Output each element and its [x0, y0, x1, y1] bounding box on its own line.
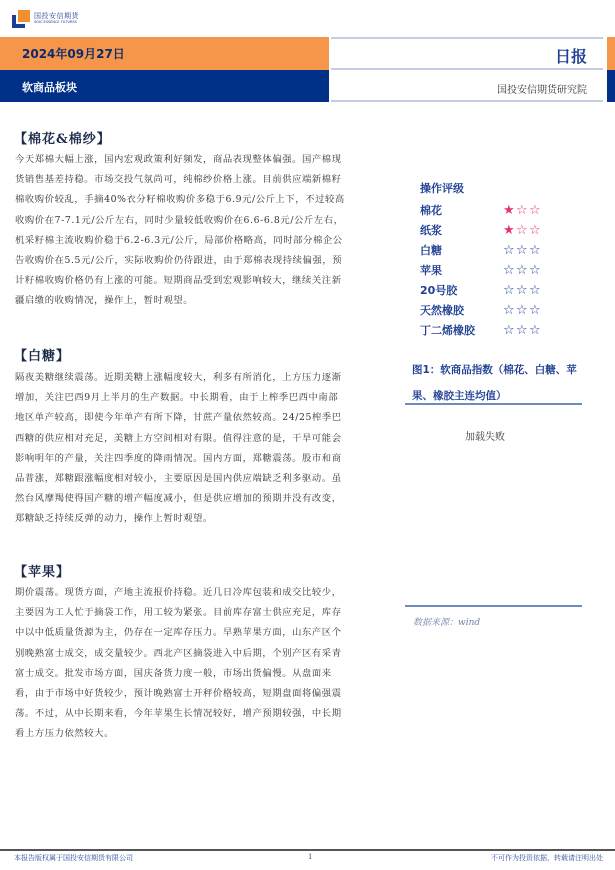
logo-name-en: SDIC ESSENCE FUTURES — [34, 20, 77, 25]
figure-load-failed: 加载失败 — [465, 432, 505, 443]
text-line: 疆启缴的收购情况，操作上，暂时观望。 — [15, 295, 194, 307]
star-rating-icon: ☆☆☆ — [503, 322, 541, 338]
report-date: 2024年09月27日 — [22, 47, 125, 61]
rating-commodity: 白糖 — [420, 244, 442, 257]
rating-commodity: 棉花 — [420, 204, 442, 217]
text-line: 然台风摩羯使得国产糖的增产幅度减小，但是供应增加的预期并没有改变， — [15, 493, 342, 505]
text-line: 西糖的供应相对充足，美糖上方空间相对有限。值得注意的是，干旱可能会 — [15, 432, 342, 444]
text-line: 别晚熟富士成交，成交量较少。西北产区摘袋进入中后期，个别产区有采青 — [15, 647, 342, 659]
text-line: 今天郑棉大幅上涨，国内宏观政策利好频发，商品表现整体偏强。国产棉现 — [15, 154, 342, 165]
page-number: 1 — [308, 853, 313, 861]
section-title-apple: 【苹果】 — [14, 565, 71, 580]
report-sector: 软商品板块 — [22, 81, 77, 94]
text-line: 期价震荡。现货方面，产地主流报价持稳。近几日冷库包装和成交比较少， — [15, 587, 342, 598]
rating-row — [420, 300, 600, 320]
text-line: 看上方压力依然较大。 — [15, 728, 114, 740]
footer-disclaimer: 不可作为投资依据，转载请注明出处 — [491, 854, 603, 862]
text-line: 收购价在7-7.1元/公斤左右，同时少量较低收购价在6.6-6.8元/公斤左右， — [15, 214, 344, 226]
text-line: 货销售基差持稳。市场交投气氛尚可，纯棉纱价格上涨。目前供应端新棉籽 — [15, 174, 342, 186]
institute-name: 国投安信期货研究院 — [497, 85, 587, 96]
rating-commodity: 20号胶 — [420, 284, 458, 297]
text-line: 地区单产较高，即使今年单产有所下降，甘蔗产量依然较高。24/25榨季巴 — [15, 412, 342, 424]
header-divider — [331, 100, 603, 102]
company-logo — [12, 8, 79, 30]
text-line: 主要因为工人忙于摘袋工作，用工较为紧张。目前库存富士供应充足，库存 — [15, 607, 342, 619]
rating-row — [420, 220, 600, 240]
text-line: 富士成交。批发市场方面，国庆备货力度一般，市场出货偏慢。从盘面来 — [15, 667, 332, 679]
header-accent-orange — [607, 37, 615, 70]
text-line: 机采籽棉主流收购价稳于6.2-6.3元/公斤，局部价格略高，同时部分棉企公 — [15, 234, 343, 246]
star-rating-icon: ☆☆☆ — [503, 282, 541, 298]
rating-row — [420, 320, 600, 340]
text-line: 郑糖缺乏持续反弹的动力，操作上暂时观望。 — [15, 513, 213, 525]
section-title-sugar: 【白糖】 — [14, 349, 71, 364]
rating-row — [420, 280, 600, 300]
rating-row — [420, 200, 600, 220]
text-line: 影响明年的产量，关注四季度的降雨情况。国内方面，郑糖震荡。股市和商 — [15, 452, 342, 464]
rating-commodity: 纸浆 — [420, 224, 442, 237]
text-line: 增加，关注巴西9月上半月的生产数据。中长期看，由于上榨季巴西中南部 — [15, 392, 339, 404]
figure-source: 数据来源：wind — [413, 618, 481, 628]
text-line: 隔夜美糖继续震荡。近期美糖上涨幅度较大，利多有所消化，上方压力逐渐 — [15, 372, 342, 383]
header-divider — [331, 37, 603, 39]
header-accent-navy — [607, 70, 615, 102]
logo-name-cn: 国投安信期货 — [34, 12, 79, 21]
logo-mark-icon — [12, 10, 30, 28]
rating-title: 操作评级 — [420, 182, 464, 195]
text-line: 品普涨，郑糖跟涨幅度相对较小，主要原因是国内供应端缺乏利多驱动。虽 — [15, 473, 342, 485]
footer-divider — [0, 849, 615, 851]
report-type: 日报 — [554, 47, 587, 66]
text-line: 告收购价在5.5元/公斤，实际收购价仍待跟进，由于郑棉表现持续偏强，预 — [15, 255, 343, 267]
rating-commodity: 丁二烯橡胶 — [420, 324, 475, 337]
star-rating-icon: ☆☆☆ — [503, 262, 541, 278]
star-rating-icon: ★☆☆ — [503, 222, 541, 238]
figure-bottom-rule — [405, 605, 582, 607]
rating-commodity: 苹果 — [420, 264, 442, 277]
text-line: 看，由于市场中好货较少，预计晚熟富士开秤价格较高，短期盘面将偏强震 — [15, 688, 342, 700]
figure-top-rule — [405, 403, 582, 405]
operation-rating-panel — [420, 180, 600, 340]
header-divider — [331, 68, 603, 70]
section-body-cotton — [15, 150, 385, 312]
text-line: 荡。不过，从中长期来看，今年苹果生长情况较好，增产预期较强，中长期 — [15, 708, 342, 720]
rating-row — [420, 240, 600, 260]
text-line: 棉收购价较乱，手摘40%衣分籽棉收购价多稳于6.9元/公斤上下，不过较高 — [15, 194, 345, 206]
section-body-sugar — [15, 368, 385, 530]
rating-row — [420, 260, 600, 280]
figure-caption: 图1：软商品指数（棉花、白糖、苹果、橡胶主连均值） — [412, 364, 577, 402]
rating-commodity: 天然橡胶 — [420, 304, 464, 317]
star-rating-icon: ☆☆☆ — [503, 242, 541, 258]
text-line: 中以中低质量货源为主，仍存在一定库存压力。早熟苹果方面，山东产区个 — [15, 627, 342, 639]
footer-copyright: 本报告版权属于国投安信期货有限公司 — [14, 854, 133, 862]
section-body-apple — [15, 583, 385, 745]
text-line: 计籽棉收购价格仍有上涨的可能。短期商品受到宏观影响较大，继续关注新 — [15, 275, 342, 287]
star-rating-icon: ☆☆☆ — [503, 302, 541, 318]
star-rating-icon: ★☆☆ — [503, 202, 541, 218]
section-title-cotton: 【棉花&棉纱】 — [14, 132, 111, 147]
